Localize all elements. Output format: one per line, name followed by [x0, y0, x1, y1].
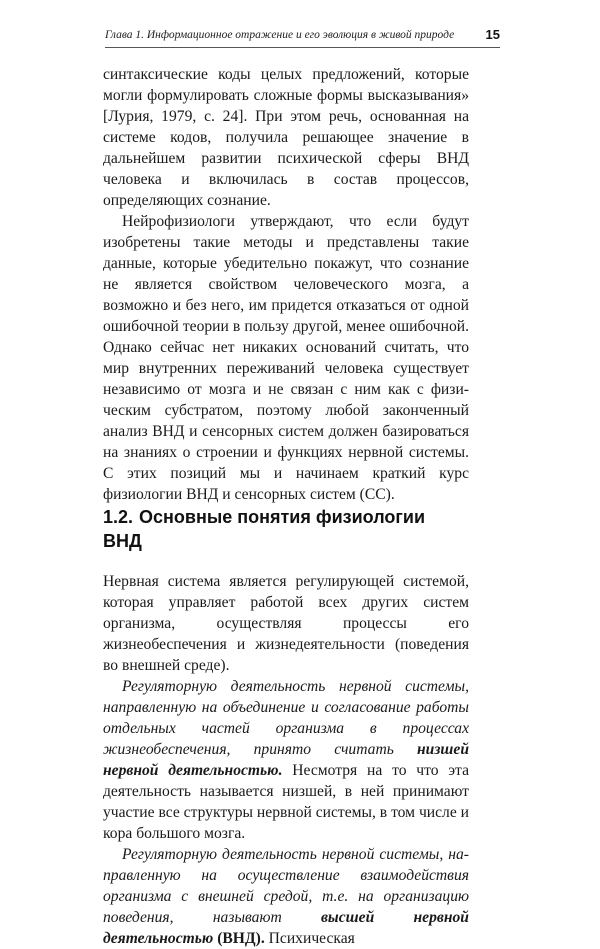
section-title: Основные понятия физиологии ВНД — [103, 507, 426, 551]
paragraph-5-italic: Регуляторную деятельность нервной системы, направленную на объединение и согласование работы отдельных частей организма в процессах жизнеобеспечения, принято считать — [103, 678, 469, 758]
paragraph-5-rest: Несмотря на то что эта деятельность называется низшей, в ней принимают участие все структуры нервной системы, в том числе и кора большого мозга. — [103, 762, 469, 842]
paragraph-4: Нервная система является регулирующей системой, которая управляет работой всех других систем организма, осуществляя процессы его жизнеобеспечения и жизнедеятельности (поведения во внешней среде). — [103, 573, 469, 674]
paragraph-6-bold-term: высшей нервной деятельностью — [103, 909, 469, 947]
paragraph-5-bold-term: низшей нервной деятельностью. — [103, 741, 469, 779]
section-number: 1.2. — [103, 507, 134, 527]
paragraph-6-abbr: (ВНД). — [217, 930, 265, 947]
paragraph-6 — [103, 844, 469, 949]
paragraph-6-rest: Психическая — [268, 930, 355, 947]
section-heading — [103, 505, 469, 553]
text-body — [103, 64, 469, 949]
paragraph-5 — [103, 676, 469, 844]
page-number: 15 — [485, 27, 500, 42]
paragraph-6-italic: Регуляторную деятельность нервной системы, направленную на осуществление взаимодействия организма с внешней средой, т.е. на организацию поведения, называют — [103, 846, 469, 926]
paragraph-2: Нейрофизиологи утверждают, что если будут изобретены такие методы и представлены такие данные, которые убедительно покажут, что сознание не является свойством человеческого мозга, а возможно и без него, им придется отказаться от одной ошибочной теории в пользу другой, менее ошибочной. Однако сейчас нет никаких оснований считать, что мир внутренних переживаний человека существует независимо от мозга и не связан с ним как с физическим субстратом, поэтому любой законченный анализ ВНД и сенсорных систем должен базироваться на знаниях о строении и функциях нервной системы. С этих позиций мы и начинаем краткий курс физиологии ВНД и сенсорных систем (СС). — [103, 213, 469, 503]
running-title: Глава 1. Информационное отражение и его эволюция в живой природе — [105, 29, 455, 41]
running-header — [105, 27, 500, 48]
paragraph-1: синтаксические коды целых предложений, которые могли формулировать сложные формы высказывания» [Лурия, 1979, с. 24]. При этом речь, основанная на системе кодов, получила решающее значение в дальнейшем развитии психической сферы ВНД человека и включилась в состав процессов, определяющих сознание. — [103, 66, 469, 209]
